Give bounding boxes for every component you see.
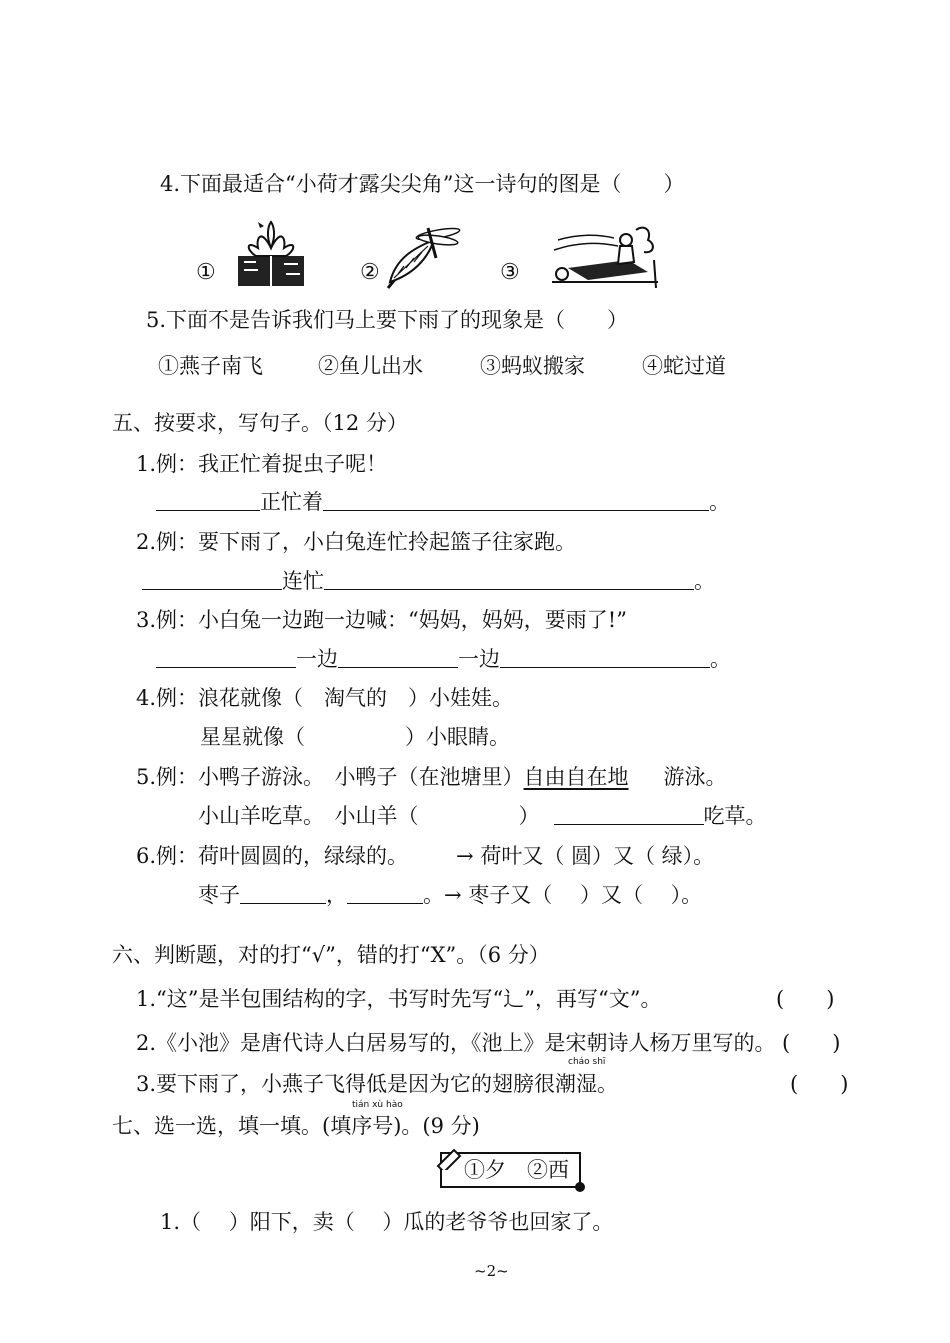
s1-blank-a[interactable] xyxy=(156,490,260,511)
s6-example-b: → 荷叶又（ 圆）又（ 绿）。 xyxy=(456,844,715,868)
judge-paren-1[interactable]: ( ) xyxy=(776,987,835,1011)
q5-option-2: ②鱼儿出水 xyxy=(318,354,423,378)
s5-task xyxy=(198,800,767,830)
s6-task-c: 。→ 枣子又（ ）又（ ）。 xyxy=(423,883,703,907)
judge-item-2: 2.《小池》是唐代诗人白居易写的，《池上》是宋朝诗人杨万里写的。 xyxy=(136,1031,776,1055)
s2-task xyxy=(142,565,715,595)
option-1-label: ① xyxy=(196,260,216,285)
s1-period: 。 xyxy=(709,490,730,514)
s3-task xyxy=(156,643,731,673)
s2-blank-b[interactable] xyxy=(324,569,694,590)
s3-period: 。 xyxy=(710,647,731,671)
lotus-flower-picture xyxy=(236,218,306,288)
pinyin-chaoshi: cháo shī xyxy=(568,1057,606,1067)
s1-fill: 正忙着 xyxy=(260,490,323,514)
s1-example: 1.例：我正忙着捉虫子呢！ xyxy=(136,452,388,476)
s3-blank-a[interactable] xyxy=(156,647,296,668)
s6-task xyxy=(198,879,702,909)
question-4: 4.下面最适合“小荷才露尖尖角”这一诗句的图是（ ） xyxy=(160,172,685,196)
s1-task xyxy=(156,486,730,516)
dragonfly-on-bud-picture xyxy=(384,218,464,290)
option-2-label: ② xyxy=(360,260,380,285)
question-5: 5.下面不是告诉我们马上要下雨了的现象是（ ） xyxy=(146,308,629,332)
s5-example-a: 5.例：小鸭子游泳。 小鸭子（在池塘里） xyxy=(136,765,524,789)
s6-example xyxy=(136,840,714,870)
s3-fill-a: 一边 xyxy=(296,647,338,671)
s3-fill-b: 一边 xyxy=(458,647,500,671)
s6-example-a: 6.例：荷叶圆圆的，绿绿的。 xyxy=(136,844,409,868)
judge-paren-2[interactable]: ( ) xyxy=(782,1031,841,1055)
box-corner-dot xyxy=(575,1182,585,1192)
section-6-title: 六、判断题，对的打“√”，错的打“X”。（6 分） xyxy=(112,943,550,967)
section-7-title: 七、选一选，填一填。(填序号)。(9 分) xyxy=(112,1114,480,1138)
q5-option-3: ③蚂蚁搬家 xyxy=(480,354,585,378)
s2-blank-a[interactable] xyxy=(142,569,282,590)
judge-item-3: 3.要下雨了，小燕子飞得低是因为它的翅膀很潮湿。 xyxy=(136,1072,619,1096)
q5-option-4: ④蛇过道 xyxy=(642,354,726,378)
s2-period: 。 xyxy=(694,569,715,593)
choice-box-text: ①夕 ②西 xyxy=(464,1158,569,1182)
s4-task-a: 星星就像（ xyxy=(200,725,305,749)
pond-scene-picture xyxy=(548,220,663,288)
option-3-label: ③ xyxy=(500,260,520,285)
s6-task-b: ， xyxy=(326,883,347,907)
page-number: ~2~ xyxy=(474,1262,509,1280)
s5-blank[interactable] xyxy=(554,804,704,825)
s4-example: 4.例：浪花就像（ 淘气的 ）小娃娃。 xyxy=(136,686,514,710)
s5-task-b: ） xyxy=(518,804,540,828)
judge-paren-3[interactable]: ( ) xyxy=(790,1072,849,1096)
s5-example-c: 游泳。 xyxy=(663,765,727,789)
s2-example: 2.例：要下雨了，小白兔连忙拎起篮子往家跑。 xyxy=(136,530,577,554)
s4-task xyxy=(200,721,510,751)
s3-blank-c[interactable] xyxy=(500,647,710,668)
s5-example xyxy=(136,761,727,791)
s5-task-c: 吃草。 xyxy=(703,804,767,828)
section-7-q1: 1.（ ）阳下，卖（ ）瓜的老爷爷也回家了。 xyxy=(160,1210,614,1234)
s2-fill: 连忙 xyxy=(282,569,324,593)
s3-example: 3.例：小白兔一边跑一边喊：“妈妈，妈妈，要雨了!” xyxy=(136,608,627,632)
s6-task-a: 枣子 xyxy=(198,883,240,907)
s6-blank-a[interactable] xyxy=(240,883,326,904)
s3-blank-b[interactable] xyxy=(338,647,458,668)
choice-box xyxy=(440,1152,581,1188)
judge-item-1: 1.“这”是半包围结构的字，书写时先写“辶”，再写“文”。 xyxy=(136,987,662,1011)
s6-blank-b[interactable] xyxy=(347,883,423,904)
s4-task-b: ）小眼睛。 xyxy=(405,725,510,749)
q5-option-1: ①燕子南飞 xyxy=(158,354,263,378)
s5-task-a: 小山羊吃草。 小山羊（ xyxy=(198,804,419,828)
s1-blank-b[interactable] xyxy=(323,490,709,511)
pinyin-tianxuhao: tián xù hào xyxy=(352,1100,403,1110)
section-5-title: 五、按要求，写句子。（12 分） xyxy=(112,411,408,435)
pencil-tag-icon xyxy=(436,1148,462,1170)
s5-example-b: 自由自在地 xyxy=(523,765,629,789)
